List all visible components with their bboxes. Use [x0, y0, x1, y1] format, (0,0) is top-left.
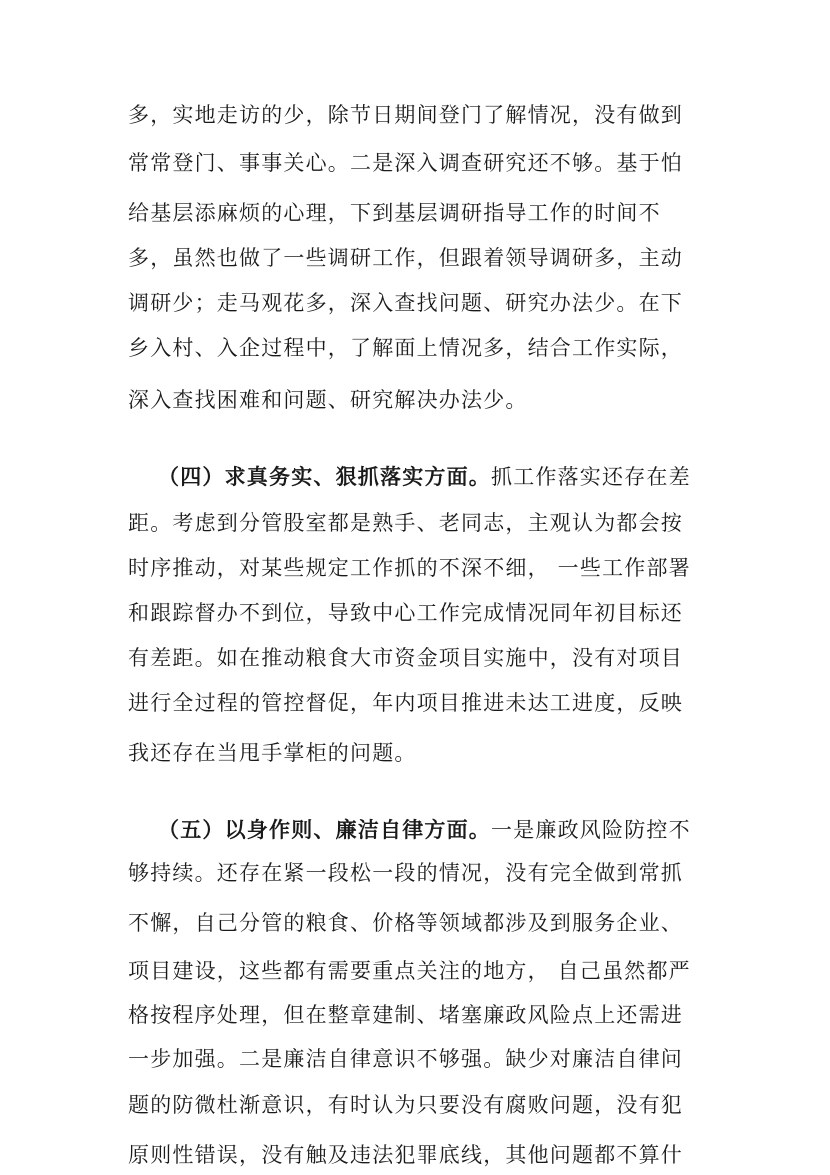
section-heading-line — [158, 462, 691, 492]
text-line: 多，虽然也做了一些调研工作，但跟着领导调研多，主动 — [128, 246, 683, 270]
text-line: 够持续。还存在紧一段松一段的情况，没有完全做到常抓 — [128, 861, 683, 885]
text-line: 不懈，自己分管的粮食、价格等领域都涉及到服务企业、 — [128, 911, 683, 935]
section-text: 一是廉政风险防控不 — [491, 818, 691, 842]
text-line: 原则性错误，没有触及违法犯罪底线，其他问题都不算什 — [128, 1143, 683, 1167]
text-line: 乡入村、入企过程中，了解面上情况多，结合工作实际， — [128, 336, 683, 360]
text-line: 有差距。如在推动粮食大市资金项目实施中，没有对项目 — [128, 646, 683, 670]
text-line: 时序推动，对某些规定工作抓的不深不细， 一些工作部署 — [128, 556, 691, 580]
text-line: 项目建设，这些都有需要重点关注的地方， 自己虽然都严 — [128, 959, 691, 983]
section-heading-line — [158, 815, 691, 845]
text-line: 深入查找困难和问题、研究解决办法少。 — [128, 388, 528, 412]
text-line: 进行全过程的管控督促，年内项目推进未达工进度，反映 — [128, 691, 683, 715]
section-text: 抓工作落实还存在差 — [491, 465, 691, 489]
text-line: 常常登门、事事关心。二是深入调查研究还不够。基于怕 — [128, 151, 683, 175]
text-line: 距。考虑到分管股室都是熟手、老同志，主观认为都会按 — [128, 511, 683, 535]
text-line: 多，实地走访的少，除节日期间登门了解情况，没有做到 — [128, 103, 683, 127]
text-line: 一步加强。二是廉洁自律意识不够强。缺少对廉洁自律问 — [128, 1047, 683, 1071]
text-line: 格按程序处理，但在整章建制、堵塞廉政风险点上还需进 — [128, 1003, 683, 1027]
section-heading: （五）以身作则、廉洁自律方面。 — [158, 817, 491, 842]
text-line: 给基层添麻烦的心理，下到基层调研指导工作的时间不 — [128, 201, 661, 225]
text-line: 我还存在当甩手掌柜的问题。 — [128, 741, 417, 765]
text-line: 调研少；走马观花多，深入查找问题、研究办法少。在下 — [128, 291, 683, 315]
section-heading: （四）求真务实、狠抓落实方面。 — [158, 464, 491, 489]
text-line: 和跟踪督办不到位，导致中心工作完成情况同年初目标还 — [128, 601, 683, 625]
text-line: 题的防微杜渐意识，有时认为只要没有腐败问题，没有犯 — [128, 1093, 683, 1117]
